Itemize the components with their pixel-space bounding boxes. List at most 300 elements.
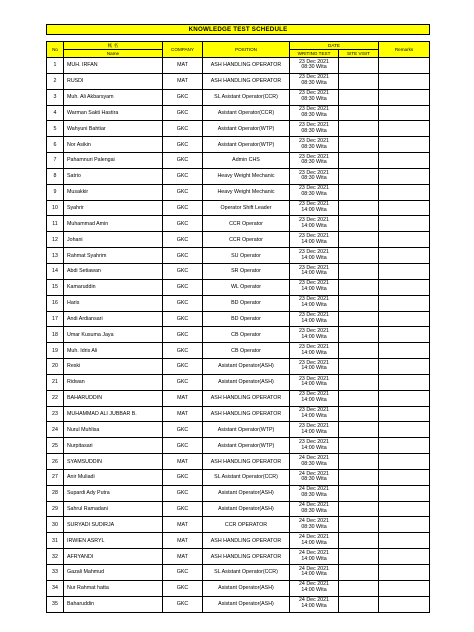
test-time: 14:00 Wita (301, 428, 327, 435)
test-time: 08:30 Wita (301, 476, 327, 483)
row-number: 17 (47, 311, 64, 327)
table-row (47, 374, 430, 390)
test-date: 24 Dec 2021 (298, 518, 330, 525)
writing-test-cell (290, 232, 339, 248)
row-number: 30 (47, 517, 64, 533)
remarks-cell (379, 263, 430, 279)
remarks-cell (379, 565, 430, 581)
site-visit-cell (339, 596, 379, 612)
test-date: 23 Dec 2021 (298, 312, 330, 319)
row-number: 35 (47, 596, 64, 612)
company-cell: GKC (163, 89, 203, 105)
test-date: 23 Dec 2021 (298, 153, 330, 160)
site-visit-cell (339, 359, 379, 375)
row-number: 7 (47, 153, 64, 169)
position-cell: Asistant Operator(ASH) (203, 501, 290, 517)
row-number: 34 (47, 580, 64, 596)
employee-name: Nor Asikin (64, 137, 163, 153)
company-cell: GKC (163, 565, 203, 581)
test-time: 14:00 Wita (301, 238, 327, 245)
employee-name: AFRYANDI (64, 549, 163, 565)
company-cell: MAT (163, 406, 203, 422)
table-row (47, 343, 430, 359)
site-visit-cell (339, 580, 379, 596)
employee-name: Pahamnuri Palengai (64, 153, 163, 169)
remarks-cell (379, 232, 430, 248)
row-number: 23 (47, 406, 64, 422)
test-time: 14:00 Wita (301, 555, 327, 562)
row-number: 16 (47, 295, 64, 311)
position-cell: ASH HANDLING OPERATOR (203, 533, 290, 549)
writing-test-cell (290, 438, 339, 454)
table-row (47, 485, 430, 501)
position-cell: Asistant Operator(WTP) (203, 422, 290, 438)
test-time: 14:00 Wita (301, 412, 327, 419)
row-number: 21 (47, 374, 64, 390)
position-cell: Admin CHS (203, 153, 290, 169)
employee-name: Muh. Ali Akbarsyam (64, 89, 163, 105)
remarks-cell (379, 200, 430, 216)
writing-test-cell (290, 549, 339, 565)
position-cell: SL Asistant Operator(CCR) (203, 565, 290, 581)
site-visit-cell (339, 311, 379, 327)
test-time: 14:00 Wita (301, 222, 327, 229)
position-cell: Operator Shift Leader (203, 200, 290, 216)
site-visit-cell (339, 485, 379, 501)
test-time: 14:00 Wita (301, 365, 327, 372)
row-number: 2 (47, 73, 64, 89)
remarks-cell (379, 454, 430, 470)
row-number: 11 (47, 216, 64, 232)
schedule-sheet (46, 24, 429, 613)
remarks-cell (379, 248, 430, 264)
writing-test-cell (290, 565, 339, 581)
table-row (47, 580, 430, 596)
site-visit-cell (339, 533, 379, 549)
table-row (47, 422, 430, 438)
writing-test-cell (290, 295, 339, 311)
test-date: 23 Dec 2021 (298, 137, 330, 144)
test-time: 14:00 Wita (301, 254, 327, 261)
writing-test-cell (290, 359, 339, 375)
table-row (47, 137, 430, 153)
site-visit-cell (339, 390, 379, 406)
position-cell: WL Operator (203, 279, 290, 295)
remarks-cell (379, 279, 430, 295)
test-date: 23 Dec 2021 (298, 217, 330, 224)
test-time: 08:30 Wita (301, 460, 327, 467)
remarks-cell (379, 73, 430, 89)
test-time: 14:00 Wita (301, 587, 327, 594)
table-row (47, 596, 430, 612)
site-visit-cell (339, 121, 379, 137)
position-cell: Asistant Operator(ASH) (203, 374, 290, 390)
employee-name: Wahyuni Bahtiar (64, 121, 163, 137)
site-visit-cell (339, 517, 379, 533)
header-no: No (47, 42, 64, 58)
remarks-cell (379, 359, 430, 375)
test-date: 23 Dec 2021 (298, 185, 330, 192)
remarks-cell (379, 596, 430, 612)
writing-test-cell (290, 137, 339, 153)
test-date: 23 Dec 2021 (298, 106, 330, 113)
table-row (47, 311, 430, 327)
row-number: 1 (47, 58, 64, 74)
position-cell: Heavy Weight Mechanic (203, 184, 290, 200)
test-date: 23 Dec 2021 (298, 280, 330, 287)
remarks-cell (379, 153, 430, 169)
test-time: 08:30 Wita (301, 143, 327, 150)
row-number: 28 (47, 485, 64, 501)
test-date: 24 Dec 2021 (298, 454, 330, 461)
employee-name: MUH. IRFAN (64, 58, 163, 74)
writing-test-cell (290, 248, 339, 264)
employee-name: Rahmat Syahrim (64, 248, 163, 264)
writing-test-cell (290, 263, 339, 279)
test-date: 23 Dec 2021 (298, 264, 330, 271)
schedule-table (46, 24, 430, 613)
table-row (47, 200, 430, 216)
test-time: 14:00 Wita (301, 286, 327, 293)
writing-test-cell (290, 533, 339, 549)
row-number: 25 (47, 438, 64, 454)
table-row (47, 121, 430, 137)
test-date: 23 Dec 2021 (298, 423, 330, 430)
position-cell: ASH HANDLING OPERATOR (203, 58, 290, 74)
test-date: 23 Dec 2021 (298, 169, 330, 176)
table-row (47, 327, 430, 343)
test-time: 14:00 Wita (301, 270, 327, 277)
employee-name: Johani (64, 232, 163, 248)
employee-name: Anir Muliadi (64, 469, 163, 485)
position-cell: SR Operator (203, 263, 290, 279)
table-row (47, 469, 430, 485)
employee-name: Umar Kusuma Jaya (64, 327, 163, 343)
employee-name: Syahrir (64, 200, 163, 216)
company-cell: MAT (163, 73, 203, 89)
test-time: 14:00 Wita (301, 397, 327, 404)
test-date: 23 Dec 2021 (298, 407, 330, 414)
company-cell: GKC (163, 438, 203, 454)
test-time: 08:30 Wita (301, 64, 327, 71)
position-cell: BD Operator (203, 311, 290, 327)
company-cell: GKC (163, 343, 203, 359)
employee-name: Warman Sakti Hastira (64, 105, 163, 121)
test-date: 23 Dec 2021 (298, 359, 330, 366)
table-row (47, 359, 430, 375)
company-cell: GKC (163, 137, 203, 153)
row-number: 4 (47, 105, 64, 121)
position-cell: CB Operator (203, 343, 290, 359)
site-visit-cell (339, 58, 379, 74)
remarks-cell (379, 406, 430, 422)
company-cell: MAT (163, 58, 203, 74)
company-cell: GKC (163, 596, 203, 612)
position-cell: ASH HANDLING OPERATOR (203, 406, 290, 422)
site-visit-cell (339, 501, 379, 517)
row-number: 5 (47, 121, 64, 137)
site-visit-cell (339, 422, 379, 438)
table-row (47, 184, 430, 200)
site-visit-cell (339, 279, 379, 295)
page-title: KNOWLEDGE TEST SCHEDULE (47, 25, 430, 35)
site-visit-cell (339, 295, 379, 311)
row-number: 3 (47, 89, 64, 105)
test-date: 24 Dec 2021 (298, 581, 330, 588)
employee-name: MUHAMMAD ALI JUBBAR B. (64, 406, 163, 422)
company-cell: MAT (163, 390, 203, 406)
position-cell: Asistant Operator(ASH) (203, 359, 290, 375)
site-visit-cell (339, 549, 379, 565)
writing-test-cell (290, 327, 339, 343)
remarks-cell (379, 168, 430, 184)
row-number: 24 (47, 422, 64, 438)
site-visit-cell (339, 200, 379, 216)
remarks-cell (379, 485, 430, 501)
table-row (47, 406, 430, 422)
site-visit-cell (339, 184, 379, 200)
writing-test-cell (290, 390, 339, 406)
writing-test-cell (290, 200, 339, 216)
position-cell: Asistant Operator(ASH) (203, 596, 290, 612)
header-company: COMPANY (163, 42, 203, 58)
company-cell: GKC (163, 263, 203, 279)
writing-test-cell (290, 184, 339, 200)
site-visit-cell (339, 89, 379, 105)
test-time: 08:30 Wita (301, 127, 327, 134)
table-row (47, 216, 430, 232)
writing-test-cell (290, 501, 339, 517)
schedule-rows (47, 58, 430, 613)
header-row-top (47, 42, 430, 50)
company-cell: GKC (163, 295, 203, 311)
site-visit-cell (339, 168, 379, 184)
company-cell: MAT (163, 533, 203, 549)
row-number: 9 (47, 184, 64, 200)
table-row (47, 232, 430, 248)
employee-name: Gazali Mahmud (64, 565, 163, 581)
writing-test-cell (290, 311, 339, 327)
remarks-cell (379, 89, 430, 105)
test-time: 14:00 Wita (301, 333, 327, 340)
remarks-cell (379, 517, 430, 533)
test-time: 08:30 Wita (301, 96, 327, 103)
test-time: 08:30 Wita (301, 175, 327, 182)
site-visit-cell (339, 232, 379, 248)
header-site-visit: SITE VISIT (339, 50, 379, 58)
row-number: 6 (47, 137, 64, 153)
test-date: 23 Dec 2021 (298, 58, 330, 65)
writing-test-cell (290, 89, 339, 105)
remarks-cell (379, 533, 430, 549)
writing-test-cell (290, 58, 339, 74)
test-date: 23 Dec 2021 (298, 232, 330, 239)
site-visit-cell (339, 137, 379, 153)
remarks-cell (379, 295, 430, 311)
position-cell: Asistant Operator(CCR) (203, 105, 290, 121)
table-row (47, 295, 430, 311)
table-row (47, 73, 430, 89)
site-visit-cell (339, 105, 379, 121)
test-date: 23 Dec 2021 (298, 201, 330, 208)
row-number: 27 (47, 469, 64, 485)
test-time: 14:00 Wita (301, 381, 327, 388)
title-row (47, 25, 430, 35)
header-date: DATE (290, 42, 379, 50)
test-date: 24 Dec 2021 (298, 470, 330, 477)
company-cell: GKC (163, 168, 203, 184)
test-date: 23 Dec 2021 (298, 122, 330, 128)
test-time: 08:30 Wita (301, 80, 327, 87)
remarks-cell (379, 549, 430, 565)
position-cell: Asistant Operator(WTP) (203, 438, 290, 454)
remarks-cell (379, 390, 430, 406)
company-cell: GKC (163, 327, 203, 343)
company-cell: MAT (163, 549, 203, 565)
company-cell: GKC (163, 105, 203, 121)
spacer-row (47, 35, 430, 42)
site-visit-cell (339, 469, 379, 485)
employee-name: SYAMSUDDIN (64, 454, 163, 470)
test-date: 23 Dec 2021 (298, 74, 330, 81)
table-row (47, 501, 430, 517)
employee-name: Muhammad Amin (64, 216, 163, 232)
position-cell: ASH HANDLING OPERATOR (203, 549, 290, 565)
position-cell: Asistant Operator(WTP) (203, 121, 290, 137)
position-cell: CCR OPERATOR (203, 517, 290, 533)
table-row (47, 454, 430, 470)
row-number: 13 (47, 248, 64, 264)
company-cell: GKC (163, 359, 203, 375)
employee-name: Musakkir (64, 184, 163, 200)
table-row (47, 263, 430, 279)
test-date: 23 Dec 2021 (298, 248, 330, 255)
writing-test-cell (290, 73, 339, 89)
writing-test-cell (290, 121, 339, 137)
writing-test-cell (290, 105, 339, 121)
test-time: 14:00 Wita (301, 207, 327, 214)
writing-test-cell (290, 485, 339, 501)
employee-name: SURYADI SUDIRJA (64, 517, 163, 533)
site-visit-cell (339, 374, 379, 390)
company-cell: GKC (163, 485, 203, 501)
row-number: 20 (47, 359, 64, 375)
company-cell: GKC (163, 311, 203, 327)
test-date: 24 Dec 2021 (298, 533, 330, 540)
row-number: 26 (47, 454, 64, 470)
writing-test-cell (290, 168, 339, 184)
test-date: 23 Dec 2021 (298, 343, 330, 350)
position-cell: CCR Operator (203, 232, 290, 248)
employee-name: Haris (64, 295, 163, 311)
position-cell: SU Operator (203, 248, 290, 264)
site-visit-cell (339, 327, 379, 343)
remarks-cell (379, 343, 430, 359)
remarks-cell (379, 121, 430, 137)
test-date: 23 Dec 2021 (298, 438, 330, 445)
company-cell: GKC (163, 469, 203, 485)
remarks-cell (379, 438, 430, 454)
header-remarks: Remarks (379, 42, 430, 58)
test-time: 08:30 Wita (301, 492, 327, 499)
test-date: 23 Dec 2021 (298, 391, 330, 398)
employee-name: BAHARUDDIN (64, 390, 163, 406)
site-visit-cell (339, 406, 379, 422)
test-date: 24 Dec 2021 (298, 486, 330, 493)
table-row (47, 549, 430, 565)
writing-test-cell (290, 454, 339, 470)
remarks-cell (379, 137, 430, 153)
header-name: Name (64, 50, 163, 58)
employee-name: Sahrul Ramadani (64, 501, 163, 517)
row-number: 18 (47, 327, 64, 343)
position-cell: Asistant Operator(WTP) (203, 137, 290, 153)
table-row (47, 438, 430, 454)
test-date: 24 Dec 2021 (298, 502, 330, 509)
row-number: 19 (47, 343, 64, 359)
site-visit-cell (339, 248, 379, 264)
row-number: 10 (47, 200, 64, 216)
position-cell: ASH HANDLING OPERATOR (203, 73, 290, 89)
remarks-cell (379, 501, 430, 517)
test-time: 14:00 Wita (301, 302, 327, 309)
table-row (47, 168, 430, 184)
position-cell: CB Operator (203, 327, 290, 343)
test-time: 08:30 Wita (301, 191, 327, 198)
header-name-top: 帐 名 (64, 42, 163, 50)
company-cell: GKC (163, 279, 203, 295)
row-number: 33 (47, 565, 64, 581)
writing-test-cell (290, 406, 339, 422)
writing-test-cell (290, 374, 339, 390)
row-number: 31 (47, 533, 64, 549)
employee-name: Nur Rahmat hatta (64, 580, 163, 596)
employee-name: Baharuddin (64, 596, 163, 612)
site-visit-cell (339, 73, 379, 89)
employee-name: IRWIEN ASRYL (64, 533, 163, 549)
remarks-cell (379, 469, 430, 485)
test-date: 23 Dec 2021 (298, 296, 330, 303)
test-time: 08:30 Wita (301, 111, 327, 118)
table-row (47, 248, 430, 264)
test-time: 08:30 Wita (301, 523, 327, 530)
employee-name: Ridwan (64, 374, 163, 390)
employee-name: Abdi Setiawan (64, 263, 163, 279)
test-date: 23 Dec 2021 (298, 375, 330, 382)
site-visit-cell (339, 153, 379, 169)
company-cell: GKC (163, 200, 203, 216)
row-number: 29 (47, 501, 64, 517)
writing-test-cell (290, 216, 339, 232)
remarks-cell (379, 374, 430, 390)
row-number: 22 (47, 390, 64, 406)
row-number: 32 (47, 549, 64, 565)
row-number: 8 (47, 168, 64, 184)
table-row (47, 533, 430, 549)
writing-test-cell (290, 279, 339, 295)
employee-name: Kamaruddin (64, 279, 163, 295)
table-row (47, 565, 430, 581)
header-writing-test: WRITING TEST (290, 50, 339, 58)
company-cell: GKC (163, 121, 203, 137)
writing-test-cell (290, 153, 339, 169)
company-cell: GKC (163, 501, 203, 517)
position-cell: ASH HANDLING OPERATOR (203, 390, 290, 406)
writing-test-cell (290, 596, 339, 612)
remarks-cell (379, 327, 430, 343)
test-date: 24 Dec 2021 (298, 549, 330, 556)
table-row (47, 89, 430, 105)
